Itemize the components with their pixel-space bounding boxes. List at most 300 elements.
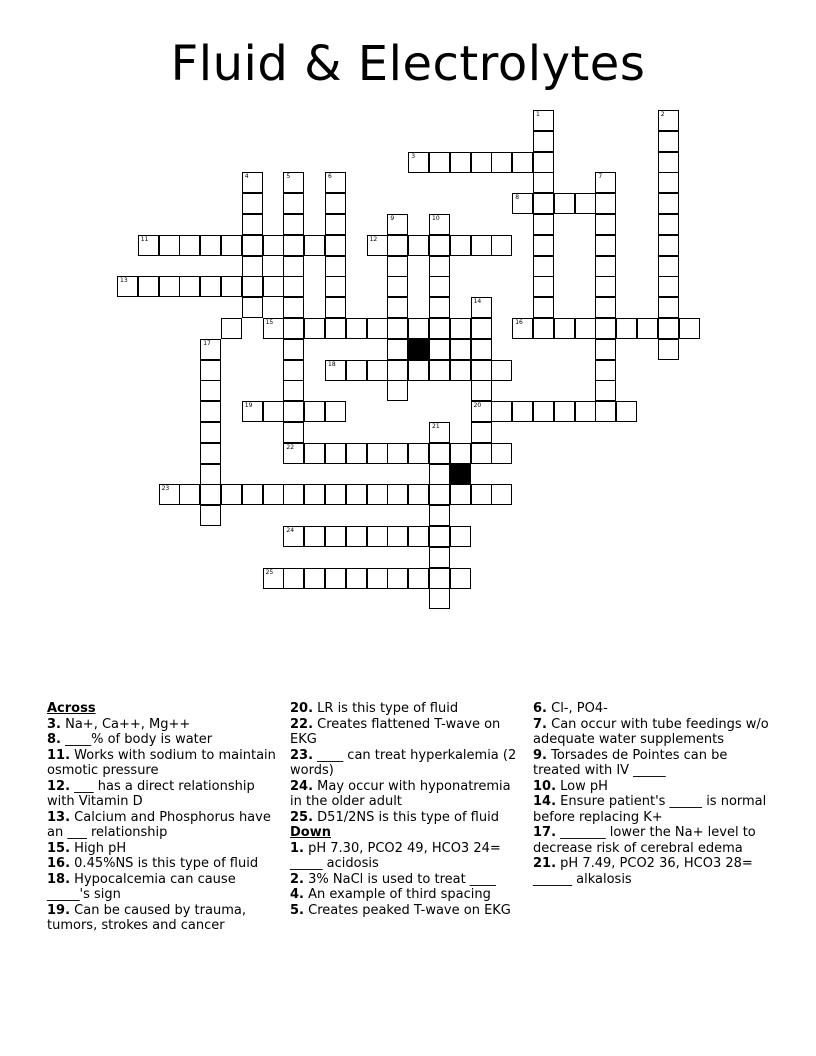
grid-cell[interactable] bbox=[325, 401, 346, 422]
clue-item bbox=[47, 841, 277, 857]
clue-number: 11 bbox=[140, 235, 149, 243]
grid-cell[interactable] bbox=[304, 318, 325, 339]
grid-cell[interactable] bbox=[304, 568, 325, 589]
clue-number: 19 bbox=[244, 402, 253, 410]
grid-cell[interactable] bbox=[408, 443, 429, 464]
grid-cell[interactable] bbox=[325, 360, 346, 381]
grid-cell[interactable] bbox=[242, 401, 263, 422]
grid-cell[interactable] bbox=[387, 360, 408, 381]
grid-cell[interactable] bbox=[450, 568, 471, 589]
grid-cell[interactable] bbox=[595, 380, 616, 401]
clue-text: Cl-, PO4- bbox=[546, 701, 608, 716]
grid-cell[interactable] bbox=[242, 276, 263, 297]
grid-cell[interactable] bbox=[346, 526, 367, 547]
clue-number-label: 9. bbox=[533, 747, 547, 763]
grid-cell[interactable] bbox=[283, 484, 304, 505]
grid-cell[interactable] bbox=[554, 401, 575, 422]
clue-column-3 bbox=[533, 701, 769, 887]
clue-item bbox=[290, 887, 522, 903]
grid-cell[interactable] bbox=[325, 214, 346, 235]
clue-number: 10 bbox=[432, 215, 440, 222]
grid-cell[interactable] bbox=[595, 214, 616, 235]
grid-cell[interactable] bbox=[325, 172, 346, 193]
grid-cell[interactable] bbox=[325, 256, 346, 277]
grid-cell[interactable] bbox=[554, 318, 575, 339]
clue-item bbox=[290, 701, 522, 717]
grid-cell[interactable] bbox=[429, 214, 450, 235]
grid-cell[interactable] bbox=[387, 568, 408, 589]
grid-cell[interactable] bbox=[471, 318, 492, 339]
grid-cell[interactable] bbox=[200, 235, 221, 256]
clue-number: 21 bbox=[432, 423, 440, 430]
grid-cell[interactable] bbox=[283, 276, 304, 297]
grid-cell[interactable] bbox=[471, 401, 492, 422]
clue-column-2 bbox=[290, 701, 522, 918]
grid-cell[interactable] bbox=[242, 297, 263, 318]
grid-cell[interactable] bbox=[263, 484, 284, 505]
grid-cell[interactable] bbox=[533, 276, 554, 297]
clue-text: D51/2NS is this type of fluid bbox=[313, 809, 499, 825]
grid-cell[interactable] bbox=[325, 235, 346, 256]
grid-cell[interactable] bbox=[408, 235, 429, 256]
grid-cell[interactable] bbox=[554, 193, 575, 214]
clue-number-label: 11. bbox=[47, 747, 71, 763]
grid-cell[interactable] bbox=[263, 568, 284, 589]
grid-cell[interactable] bbox=[533, 235, 554, 256]
grid-cell[interactable] bbox=[325, 568, 346, 589]
grid-cell[interactable] bbox=[658, 339, 679, 360]
grid-cell[interactable] bbox=[429, 297, 450, 318]
grid-cell[interactable] bbox=[138, 235, 159, 256]
clue-number-label: 23. bbox=[290, 747, 314, 763]
grid-cell[interactable] bbox=[325, 443, 346, 464]
clue-text: 0.45%NS is this type of fluid bbox=[70, 856, 259, 871]
clue-item bbox=[47, 748, 277, 779]
clue-text: Works with sodium to maintain osmotic pressure bbox=[47, 747, 276, 778]
grid-block bbox=[408, 339, 429, 360]
grid-cell[interactable] bbox=[283, 380, 304, 401]
grid-cell[interactable] bbox=[429, 339, 450, 360]
clue-number-label: 22. bbox=[290, 716, 314, 732]
grid-cell[interactable] bbox=[533, 401, 554, 422]
grid-cell[interactable] bbox=[200, 464, 221, 485]
grid-cell[interactable] bbox=[429, 443, 450, 464]
grid-cell[interactable] bbox=[533, 152, 554, 173]
grid-cell[interactable] bbox=[387, 318, 408, 339]
grid-cell[interactable] bbox=[429, 318, 450, 339]
clue-number-label: 21. bbox=[533, 856, 557, 871]
clue-number: 13 bbox=[120, 277, 128, 285]
grid-cell[interactable] bbox=[658, 152, 679, 173]
clue-number: 4 bbox=[244, 173, 249, 181]
grid-cell[interactable] bbox=[533, 172, 554, 193]
grid-cell[interactable] bbox=[491, 152, 512, 173]
clue-item bbox=[533, 779, 769, 795]
grid-cell[interactable] bbox=[533, 131, 554, 152]
grid-cell[interactable] bbox=[325, 318, 346, 339]
grid-cell[interactable] bbox=[429, 276, 450, 297]
grid-cell[interactable] bbox=[450, 526, 471, 547]
grid-cell[interactable] bbox=[179, 276, 200, 297]
grid-cell[interactable] bbox=[387, 339, 408, 360]
grid-cell[interactable] bbox=[325, 484, 346, 505]
clue-text: pH 7.49, PCO2 36, HCO3 28= ______ alkalosis bbox=[533, 856, 753, 887]
grid-cell[interactable] bbox=[408, 568, 429, 589]
clue-number-label: 2. bbox=[290, 871, 304, 887]
grid-cell[interactable] bbox=[429, 526, 450, 547]
grid-cell[interactable] bbox=[450, 360, 471, 381]
grid-cell[interactable] bbox=[658, 318, 679, 339]
grid-cell[interactable] bbox=[450, 484, 471, 505]
grid-cell[interactable] bbox=[387, 484, 408, 505]
grid-cell[interactable] bbox=[346, 318, 367, 339]
clue-text: May occur with hyponatremia in the older adult bbox=[290, 778, 511, 809]
clue-item bbox=[290, 748, 522, 779]
grid-cell[interactable] bbox=[200, 380, 221, 401]
grid-cell[interactable] bbox=[346, 443, 367, 464]
grid-cell[interactable] bbox=[491, 484, 512, 505]
grid-cell[interactable] bbox=[595, 256, 616, 277]
grid-cell[interactable] bbox=[325, 276, 346, 297]
grid-cell[interactable] bbox=[491, 235, 512, 256]
grid-cell[interactable] bbox=[429, 505, 450, 526]
grid-cell[interactable] bbox=[429, 464, 450, 485]
grid-cell[interactable] bbox=[283, 401, 304, 422]
grid-cell[interactable] bbox=[408, 360, 429, 381]
clue-number: 2 bbox=[660, 111, 665, 118]
grid-cell[interactable] bbox=[679, 318, 700, 339]
grid-cell[interactable] bbox=[637, 318, 658, 339]
grid-cell[interactable] bbox=[283, 526, 304, 547]
grid-cell[interactable] bbox=[138, 276, 159, 297]
grid-cell[interactable] bbox=[429, 256, 450, 277]
clue-item bbox=[533, 794, 769, 825]
clue-text: ___ has a direct relationship with Vitamin D bbox=[47, 778, 255, 809]
grid-cell[interactable] bbox=[575, 318, 596, 339]
grid-cell[interactable] bbox=[200, 276, 221, 297]
clue-number: 24 bbox=[286, 527, 295, 534]
grid-cell[interactable] bbox=[263, 276, 284, 297]
clue-number: 15 bbox=[265, 319, 274, 326]
grid-cell[interactable] bbox=[325, 526, 346, 547]
grid-cell[interactable] bbox=[471, 152, 492, 173]
grid-cell[interactable] bbox=[242, 214, 263, 235]
clue-item bbox=[290, 841, 522, 872]
clue-item bbox=[47, 779, 277, 810]
clue-number-label: 1. bbox=[290, 840, 304, 856]
grid-cell[interactable] bbox=[658, 256, 679, 277]
grid-cell[interactable] bbox=[200, 422, 221, 443]
clue-item bbox=[533, 748, 769, 779]
grid-cell[interactable] bbox=[242, 193, 263, 214]
clue-number-label: 6. bbox=[533, 701, 547, 716]
clue-number: 20 bbox=[473, 402, 482, 410]
grid-cell[interactable] bbox=[263, 401, 284, 422]
clue-item bbox=[533, 825, 769, 856]
grid-cell[interactable] bbox=[283, 318, 304, 339]
grid-cell[interactable] bbox=[283, 339, 304, 360]
clue-number-label: 16. bbox=[47, 856, 71, 871]
grid-cell[interactable] bbox=[367, 443, 388, 464]
grid-cell[interactable] bbox=[450, 235, 471, 256]
grid-cell[interactable] bbox=[200, 484, 221, 505]
grid-cell[interactable] bbox=[242, 235, 263, 256]
clue-number-label: 15. bbox=[47, 840, 71, 856]
grid-cell[interactable] bbox=[304, 484, 325, 505]
grid-cell[interactable] bbox=[533, 193, 554, 214]
grid-cell[interactable] bbox=[595, 297, 616, 318]
grid-cell[interactable] bbox=[283, 172, 304, 193]
grid-cell[interactable] bbox=[471, 443, 492, 464]
grid-cell[interactable] bbox=[283, 568, 304, 589]
grid-cell[interactable] bbox=[283, 422, 304, 443]
grid-cell[interactable] bbox=[304, 526, 325, 547]
grid-cell[interactable] bbox=[595, 193, 616, 214]
clue-text: Ensure patient's _____ is normal before replacing K+ bbox=[533, 794, 767, 825]
clue-number-label: 18. bbox=[47, 871, 71, 887]
clue-item bbox=[290, 903, 522, 919]
grid-cell[interactable] bbox=[304, 235, 325, 256]
clue-text: Torsades de Pointes can be treated with IV _____ bbox=[533, 747, 728, 778]
clue-number-label: 8. bbox=[47, 732, 61, 747]
grid-cell[interactable] bbox=[387, 297, 408, 318]
grid-cell[interactable] bbox=[450, 152, 471, 173]
grid-cell[interactable] bbox=[179, 484, 200, 505]
clue-text: ____% of body is water bbox=[60, 732, 213, 747]
grid-cell[interactable] bbox=[367, 360, 388, 381]
grid-cell[interactable] bbox=[263, 235, 284, 256]
clue-item bbox=[47, 717, 277, 733]
grid-cell[interactable] bbox=[429, 422, 450, 443]
clue-text: pH 7.30, PCO2 49, HCO3 24= _____ acidosis bbox=[290, 840, 501, 871]
clue-text: Low pH bbox=[556, 778, 608, 794]
clue-number: 6 bbox=[328, 173, 332, 181]
grid-cell[interactable] bbox=[200, 339, 221, 360]
grid-cell[interactable] bbox=[346, 484, 367, 505]
grid-cell[interactable] bbox=[658, 131, 679, 152]
clue-item bbox=[533, 701, 769, 717]
grid-cell[interactable] bbox=[429, 547, 450, 568]
grid-cell[interactable] bbox=[387, 380, 408, 401]
grid-cell[interactable] bbox=[429, 484, 450, 505]
grid-cell[interactable] bbox=[159, 484, 180, 505]
grid-cell[interactable] bbox=[221, 276, 242, 297]
grid-cell[interactable] bbox=[429, 588, 450, 609]
grid-cell[interactable] bbox=[533, 214, 554, 235]
grid-cell[interactable] bbox=[387, 276, 408, 297]
grid-cell[interactable] bbox=[450, 318, 471, 339]
grid-cell[interactable] bbox=[658, 110, 679, 131]
grid-cell[interactable] bbox=[387, 235, 408, 256]
grid-cell[interactable] bbox=[575, 401, 596, 422]
grid-cell[interactable] bbox=[471, 422, 492, 443]
clue-number-label: 14. bbox=[533, 794, 557, 809]
grid-cell[interactable] bbox=[304, 401, 325, 422]
clue-number: 14 bbox=[473, 298, 482, 306]
grid-cell[interactable] bbox=[283, 443, 304, 464]
grid-cell[interactable] bbox=[242, 256, 263, 277]
clue-number-label: 7. bbox=[533, 716, 547, 732]
clue-item bbox=[47, 856, 277, 872]
grid-cell[interactable] bbox=[512, 193, 533, 214]
grid-cell[interactable] bbox=[367, 318, 388, 339]
grid-cell[interactable] bbox=[283, 214, 304, 235]
grid-cell[interactable] bbox=[325, 193, 346, 214]
clue-text: Creates peaked T-wave on EKG bbox=[303, 902, 511, 918]
grid-cell[interactable] bbox=[491, 401, 512, 422]
grid-cell[interactable] bbox=[179, 235, 200, 256]
grid-cell[interactable] bbox=[200, 360, 221, 381]
grid-cell[interactable] bbox=[429, 360, 450, 381]
clue-number-label: 4. bbox=[290, 887, 304, 902]
grid-cell[interactable] bbox=[283, 297, 304, 318]
grid-cell[interactable] bbox=[242, 172, 263, 193]
clue-number: 22 bbox=[286, 443, 295, 451]
grid-cell[interactable] bbox=[429, 235, 450, 256]
grid-cell[interactable] bbox=[616, 318, 637, 339]
clue-number-label: 17. bbox=[533, 825, 557, 840]
clue-number-label: 10. bbox=[533, 778, 557, 794]
grid-cell[interactable] bbox=[450, 443, 471, 464]
clue-text: LR is this type of fluid bbox=[313, 701, 459, 716]
grid-cell[interactable] bbox=[408, 318, 429, 339]
clue-text: High pH bbox=[70, 840, 127, 856]
clue-text: Hypocalcemia can cause _____'s sign bbox=[47, 871, 236, 902]
clue-number: 12 bbox=[369, 235, 378, 243]
grid-cell[interactable] bbox=[533, 110, 554, 131]
grid-cell[interactable] bbox=[616, 401, 637, 422]
grid-cell[interactable] bbox=[242, 484, 263, 505]
clue-number: 1 bbox=[536, 111, 540, 118]
grid-cell[interactable] bbox=[533, 297, 554, 318]
clue-text: ____ can treat hyperkalemia (2 words) bbox=[290, 747, 517, 778]
grid-cell[interactable] bbox=[346, 568, 367, 589]
grid-cell[interactable] bbox=[595, 172, 616, 193]
grid-cell[interactable] bbox=[471, 297, 492, 318]
grid-cell[interactable] bbox=[471, 339, 492, 360]
clue-item bbox=[533, 856, 769, 887]
clue-number: 8 bbox=[515, 194, 520, 202]
puzzle-title: Fluid & Electrolytes bbox=[170, 36, 646, 92]
grid-cell[interactable] bbox=[533, 256, 554, 277]
grid-cell[interactable] bbox=[595, 235, 616, 256]
clue-column-1 bbox=[47, 701, 277, 934]
grid-cell[interactable] bbox=[491, 360, 512, 381]
grid-cell[interactable] bbox=[221, 318, 242, 339]
grid-cell[interactable] bbox=[658, 235, 679, 256]
grid-cell[interactable] bbox=[200, 443, 221, 464]
clue-text: Na+, Ca++, Mg++ bbox=[60, 716, 191, 732]
grid-cell[interactable] bbox=[159, 235, 180, 256]
grid-cell[interactable] bbox=[283, 256, 304, 277]
grid-cell[interactable] bbox=[595, 318, 616, 339]
grid-cell[interactable] bbox=[200, 401, 221, 422]
grid-cell[interactable] bbox=[367, 235, 388, 256]
clue-number-label: 5. bbox=[290, 902, 304, 918]
grid-cell[interactable] bbox=[346, 360, 367, 381]
grid-cell[interactable] bbox=[658, 193, 679, 214]
grid-cell[interactable] bbox=[491, 443, 512, 464]
clue-number-label: 25. bbox=[290, 809, 314, 825]
clue-number: 23 bbox=[161, 485, 170, 493]
grid-cell[interactable] bbox=[512, 152, 533, 173]
grid-cell[interactable] bbox=[595, 339, 616, 360]
grid-cell[interactable] bbox=[221, 235, 242, 256]
clue-number-label: 19. bbox=[47, 902, 71, 918]
grid-cell[interactable] bbox=[408, 152, 429, 173]
clue-item bbox=[47, 872, 277, 903]
clue-number: 3 bbox=[411, 152, 416, 160]
grid-cell[interactable] bbox=[283, 235, 304, 256]
grid-cell[interactable] bbox=[512, 318, 533, 339]
grid-cell[interactable] bbox=[658, 297, 679, 318]
clue-number: 18 bbox=[328, 360, 336, 368]
grid-cell[interactable] bbox=[512, 401, 533, 422]
clue-number: 9 bbox=[390, 215, 395, 222]
grid-cell[interactable] bbox=[471, 360, 492, 381]
grid-cell[interactable] bbox=[575, 193, 596, 214]
clue-number: 7 bbox=[598, 173, 603, 181]
grid-cell[interactable] bbox=[263, 318, 284, 339]
clue-text: Creates flattened T-wave on EKG bbox=[290, 716, 501, 747]
grid-cell[interactable] bbox=[325, 297, 346, 318]
grid-cell[interactable] bbox=[367, 568, 388, 589]
clue-text: Can occur with tube feedings w/o adequate water supplements bbox=[533, 716, 769, 747]
grid-cell[interactable] bbox=[387, 526, 408, 547]
clue-number-label: 12. bbox=[47, 778, 71, 794]
grid-cell[interactable] bbox=[408, 526, 429, 547]
grid-cell[interactable] bbox=[471, 380, 492, 401]
grid-cell[interactable] bbox=[658, 214, 679, 235]
clue-item bbox=[290, 872, 522, 888]
clue-item bbox=[47, 810, 277, 841]
grid-cell[interactable] bbox=[283, 193, 304, 214]
grid-cell[interactable] bbox=[387, 214, 408, 235]
clue-text: An example of third spacing bbox=[303, 887, 491, 902]
grid-cell[interactable] bbox=[387, 256, 408, 277]
grid-cell[interactable] bbox=[387, 443, 408, 464]
grid-cell[interactable] bbox=[595, 401, 616, 422]
clue-number-label: 20. bbox=[290, 701, 314, 716]
grid-cell[interactable] bbox=[200, 505, 221, 526]
clue-item bbox=[290, 717, 522, 748]
clue-item bbox=[47, 732, 277, 748]
grid-cell[interactable] bbox=[221, 484, 242, 505]
clue-text: Calcium and Phosphorus have an ___ relationship bbox=[47, 809, 271, 840]
grid-cell[interactable] bbox=[283, 360, 304, 381]
grid-cell[interactable] bbox=[658, 276, 679, 297]
grid-cell[interactable] bbox=[658, 172, 679, 193]
grid-cell[interactable] bbox=[408, 484, 429, 505]
grid-cell[interactable] bbox=[367, 526, 388, 547]
grid-cell[interactable] bbox=[471, 235, 492, 256]
grid-cell[interactable] bbox=[450, 339, 471, 360]
grid-cell[interactable] bbox=[304, 443, 325, 464]
clue-item bbox=[533, 717, 769, 748]
grid-cell[interactable] bbox=[595, 276, 616, 297]
grid-cell[interactable] bbox=[533, 318, 554, 339]
grid-cell[interactable] bbox=[471, 484, 492, 505]
grid-cell[interactable] bbox=[367, 484, 388, 505]
grid-cell[interactable] bbox=[159, 276, 180, 297]
grid-cell[interactable] bbox=[429, 568, 450, 589]
clue-number-label: 3. bbox=[47, 716, 61, 732]
clue-text: 3% NaCl is used to treat ____ bbox=[303, 871, 496, 887]
grid-cell[interactable] bbox=[117, 276, 138, 297]
grid-cell[interactable] bbox=[595, 360, 616, 381]
clue-item bbox=[290, 810, 522, 826]
grid-cell[interactable] bbox=[429, 152, 450, 173]
